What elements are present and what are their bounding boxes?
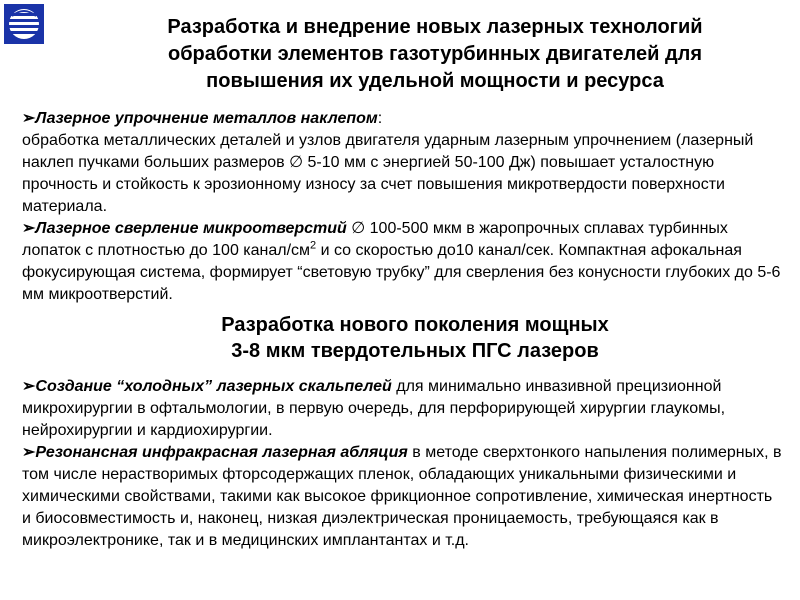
lead-cold-scalpels: Создание “холодных” лазерных скальпелей [35, 378, 392, 395]
bullet-arrow-icon: ➢ [22, 110, 36, 127]
text-laser-hardening: обработка металлических деталей и узлов двигателя ударным лазерным упрочнением (лазерный наклеп пучками больших размеров ∅ 5-10 мм с энергией 50-100 Дж) повышает усталостную прочность и стойкость к эрозионному износу за счет повышения микротвердости поверхности материала. [22, 132, 754, 215]
section-ir-ablation [22, 442, 782, 552]
bullet-arrow-icon: ➢ [22, 220, 36, 237]
text-laser-drilling-1: ∅ 100-500 мкм в жаропрочных сплавах турбинных лопаток с плотностью до 100 канал/см [22, 220, 728, 259]
bullet-arrow-icon: ➢ [22, 444, 36, 461]
lead-laser-drilling: Лазерное сверление микроотверстий [35, 220, 347, 237]
bullet-arrow-icon: ➢ [22, 378, 36, 395]
paragraph-ir-ablation [22, 442, 782, 552]
paragraph-laser-hardening [22, 108, 782, 218]
title-line-2: обработки элементов газотурбинных двигателей для [167, 43, 703, 65]
globe-stripes-logo [4, 4, 44, 44]
section-cold-scalpels [22, 376, 782, 442]
lead-colon: : [377, 110, 383, 127]
lead-ir-ablation: Резонансная инфракрасная лазерная абляция [35, 444, 408, 461]
text-laser-drilling-2: и со скоростью до10 канал/сек. Компактная афокальная фокусирующая система, формирует “световую трубку” для сверления без конусности глубоких до 5-6 мм микроотверстий. [22, 242, 781, 303]
subtitle-line-1: Разработка нового поколения мощных [221, 314, 609, 336]
globe-logo-graphic [4, 4, 44, 44]
text-cold-scalpels: для минимально инвазивной прецизионной микрохирургии в офтальмологии, в первую очередь, для перфорирующей хирургии глаукомы, нейрохирургии и кардиохирургии. [22, 378, 726, 439]
title-line-3: повышения их удельной мощности и ресурса [206, 70, 664, 92]
title-line-1: Разработка и внедрение новых лазерных технологий [167, 16, 703, 38]
lead-laser-hardening: Лазерное упрочнение металлов наклепом [35, 110, 378, 127]
subtitle-line-2: 3-8 мкм твердотельных ПГС лазеров [231, 340, 599, 362]
section-laser-hardening [22, 108, 782, 218]
text-ir-ablation: в методе сверхтонкого напыления полимерных, в том числе нерастворимых фторсодержащих пленок, обладающих уникальными физическими и химическими свойствами, такими как высокое фрикционное сопротивление, химическая инертность и биосовместимость и, наконец, низкая диэлектрическая проницаемость, требующаяся как в микроэлектронике, так и в медицинских имплантантах и т.д. [22, 444, 782, 549]
page-title [100, 14, 770, 95]
paragraph-laser-drilling [22, 218, 782, 306]
section-laser-drilling [22, 218, 782, 306]
superscript-2: 2 [310, 239, 317, 252]
section-subtitle [100, 312, 730, 364]
paragraph-cold-scalpels [22, 376, 782, 442]
